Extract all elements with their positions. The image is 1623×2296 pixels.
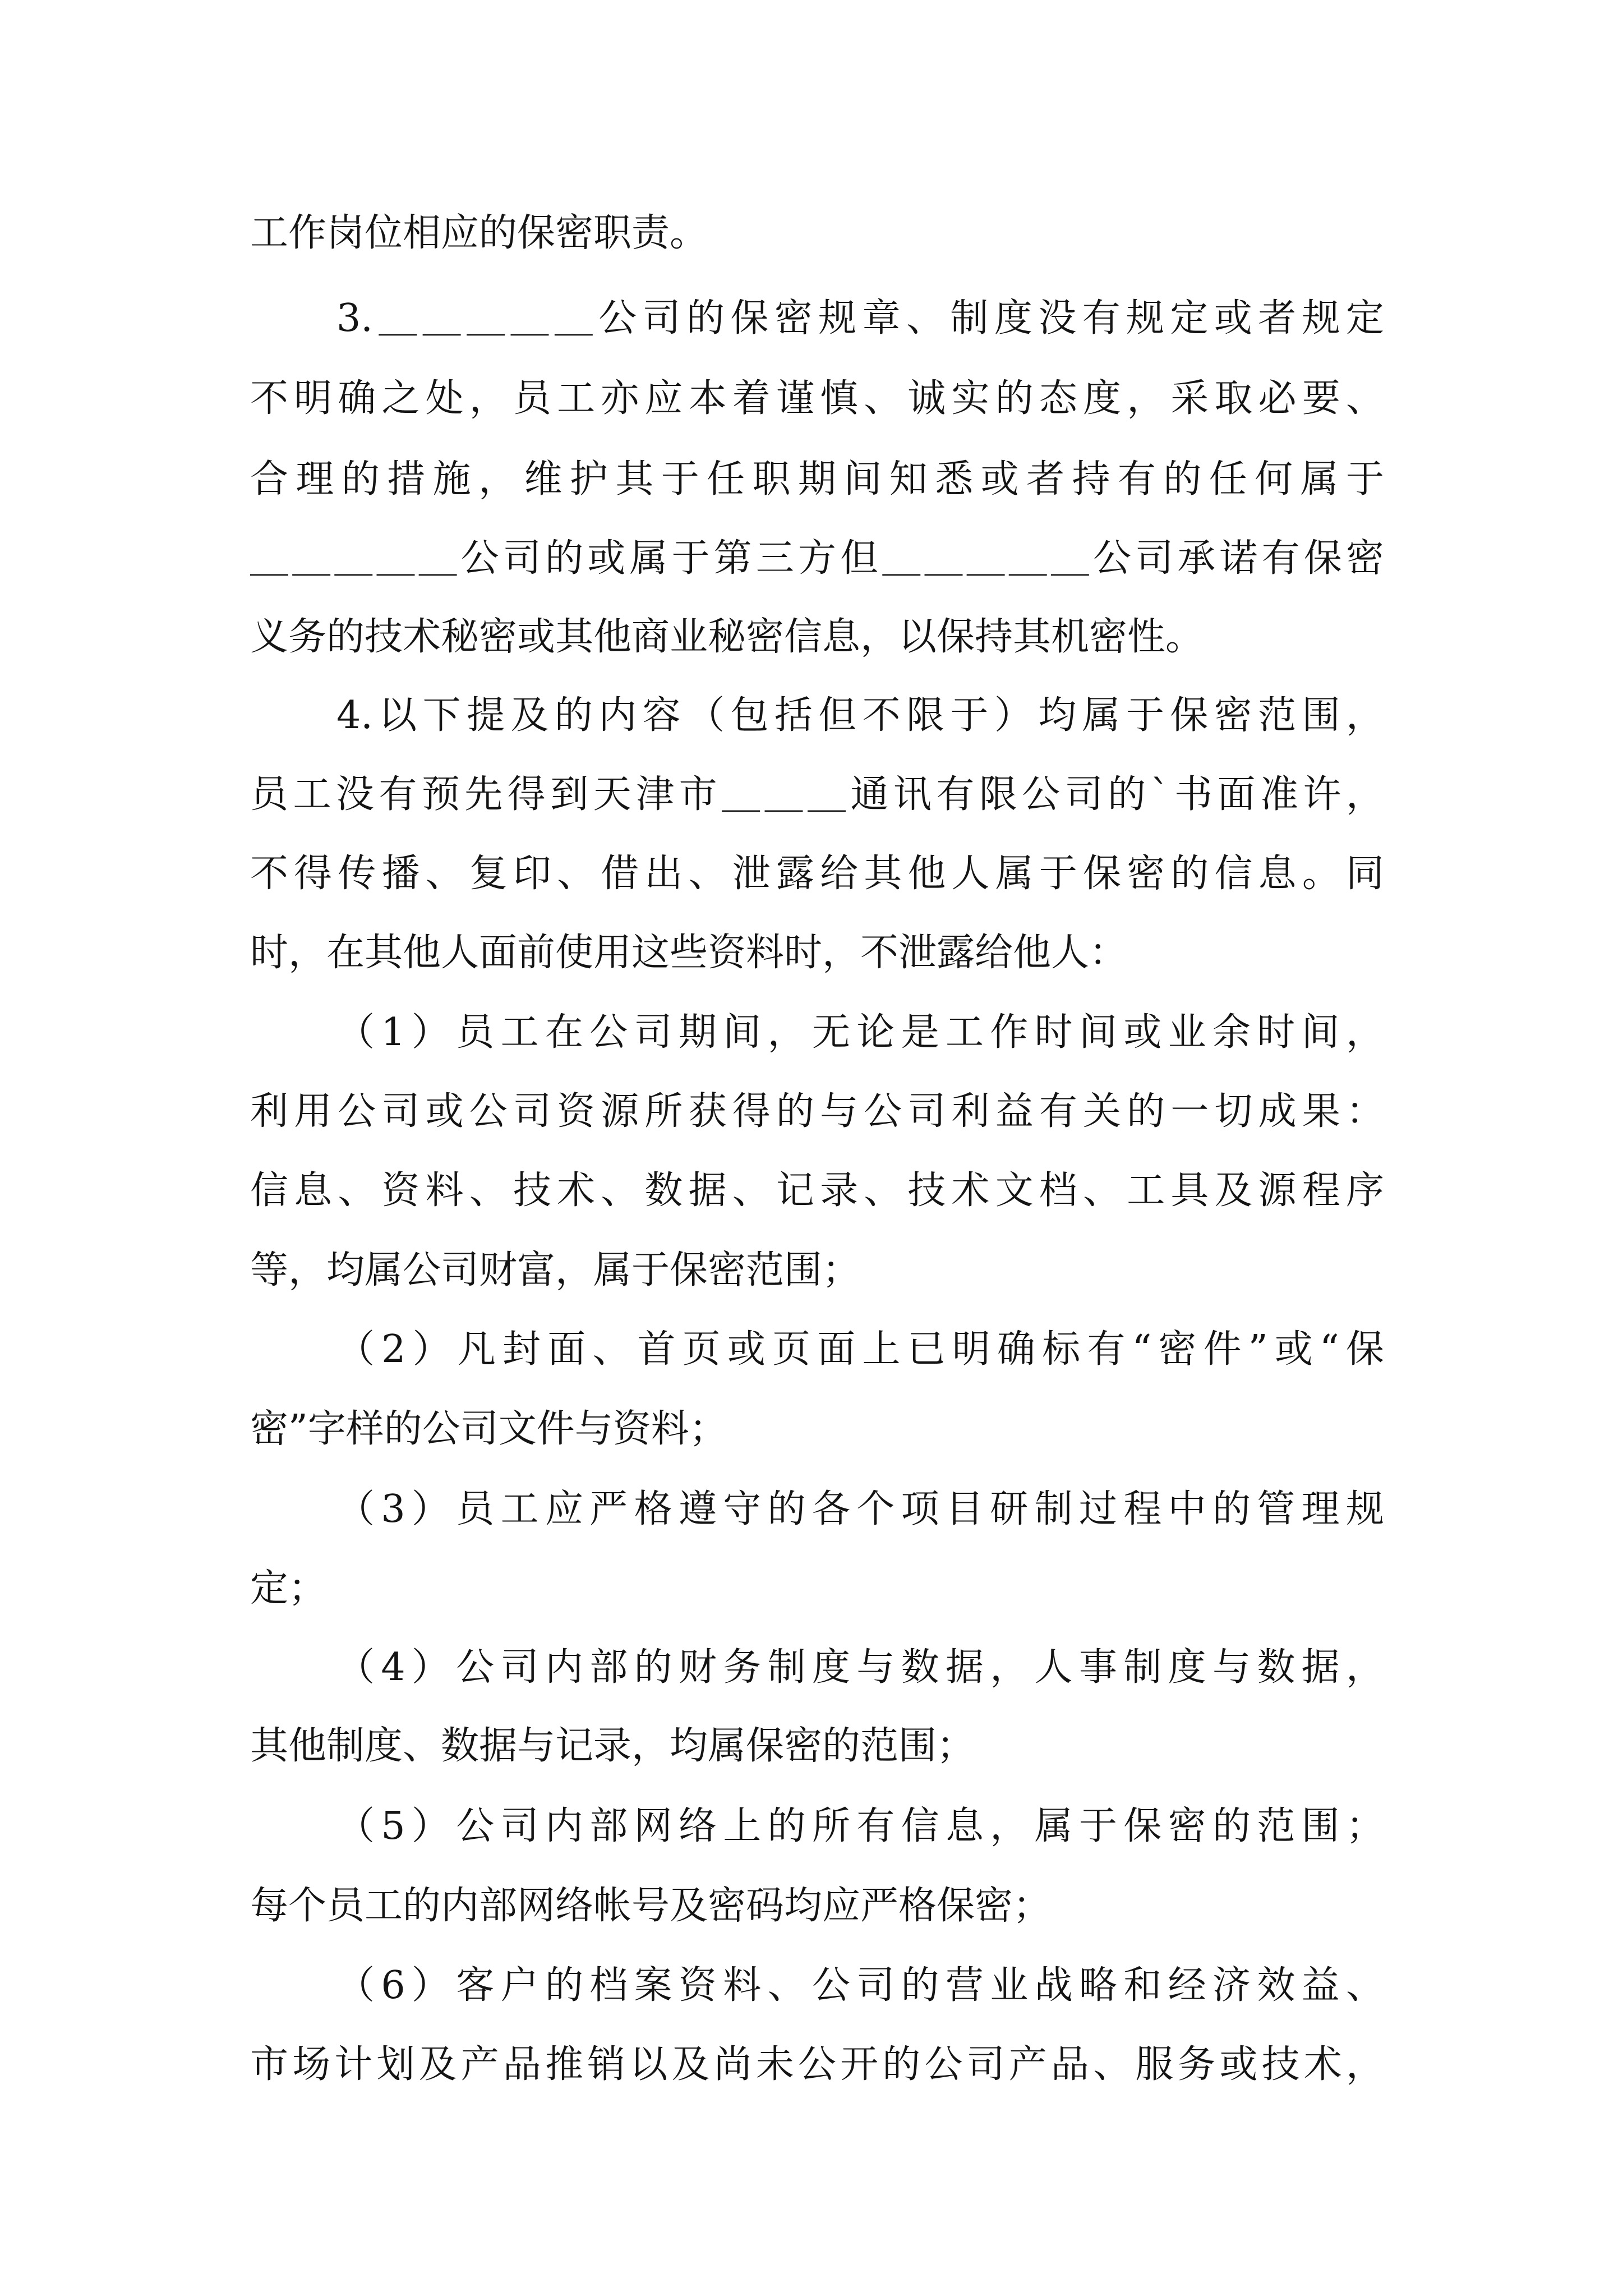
text-line: 员工没有预先得到天津市＿＿＿通讯有限公司的`书面准许， (250, 772, 1384, 817)
text-line: 合理的措施，维护其于任职期间知悉或者持有的任何属于 (250, 457, 1384, 501)
text-line: （3）员工应严格遵守的各个项目研制过程中的管理规 (336, 1487, 1384, 1531)
text-line: （4）公司内部的财务制度与数据，人事制度与数据， (336, 1645, 1384, 1690)
text-line: 时，在其他人面前使用这些资料时，不泄露给他人： (250, 931, 1128, 975)
text-line: ＿＿＿＿＿公司的或属于第三方但＿＿＿＿＿公司承诺有保密 (250, 536, 1384, 581)
text-line: （6）客户的档案资料、公司的营业战略和经济效益、 (336, 1963, 1384, 2008)
text-line: 不明确之处，员工亦应本着谨慎、诚实的态度，采取必要、 (250, 376, 1384, 421)
text-line: （2）凡封面、首页或页面上已明确标有“密件”或“保 (336, 1327, 1384, 1372)
text-line: 义务的技术秘密或其他商业秘密信息，以保持其机密性。 (250, 615, 1204, 659)
text-line: 市场计划及产品推销以及尚未公开的公司产品、服务或技术， (250, 2042, 1384, 2087)
text-line: 信息、资料、技术、数据、记录、技术文档、工具及源程序 (250, 1168, 1384, 1213)
text-line: 工作岗位相应的保密职责。 (250, 211, 708, 255)
text-line: 每个员工的内部网络帐号及密码均应严格保密； (250, 1884, 1052, 1928)
text-line: 利用公司或公司资源所获得的与公司利益有关的一切成果： (250, 1089, 1384, 1134)
text-line: 不得传播、复印、借出、泄露给其他人属于保密的信息。同 (250, 852, 1384, 896)
text-line: 密”字样的公司文件与资料； (250, 1407, 727, 1451)
text-line: （5）公司内部网络上的所有信息，属于保密的范围； (336, 1804, 1384, 1848)
text-line: 4.以下提及的内容（包括但不限于）均属于保密范围， (336, 693, 1384, 738)
text-line: 3.＿＿＿＿＿公司的保密规章、制度没有规定或者规定 (336, 296, 1384, 341)
text-line: 其他制度、数据与记录，均属保密的范围； (250, 1724, 975, 1768)
text-line: （1）员工在公司期间，无论是工作时间或业余时间， (336, 1010, 1384, 1055)
text-line: 等，均属公司财富，属于保密范围； (250, 1248, 861, 1292)
text-line: 定； (250, 1566, 327, 1611)
